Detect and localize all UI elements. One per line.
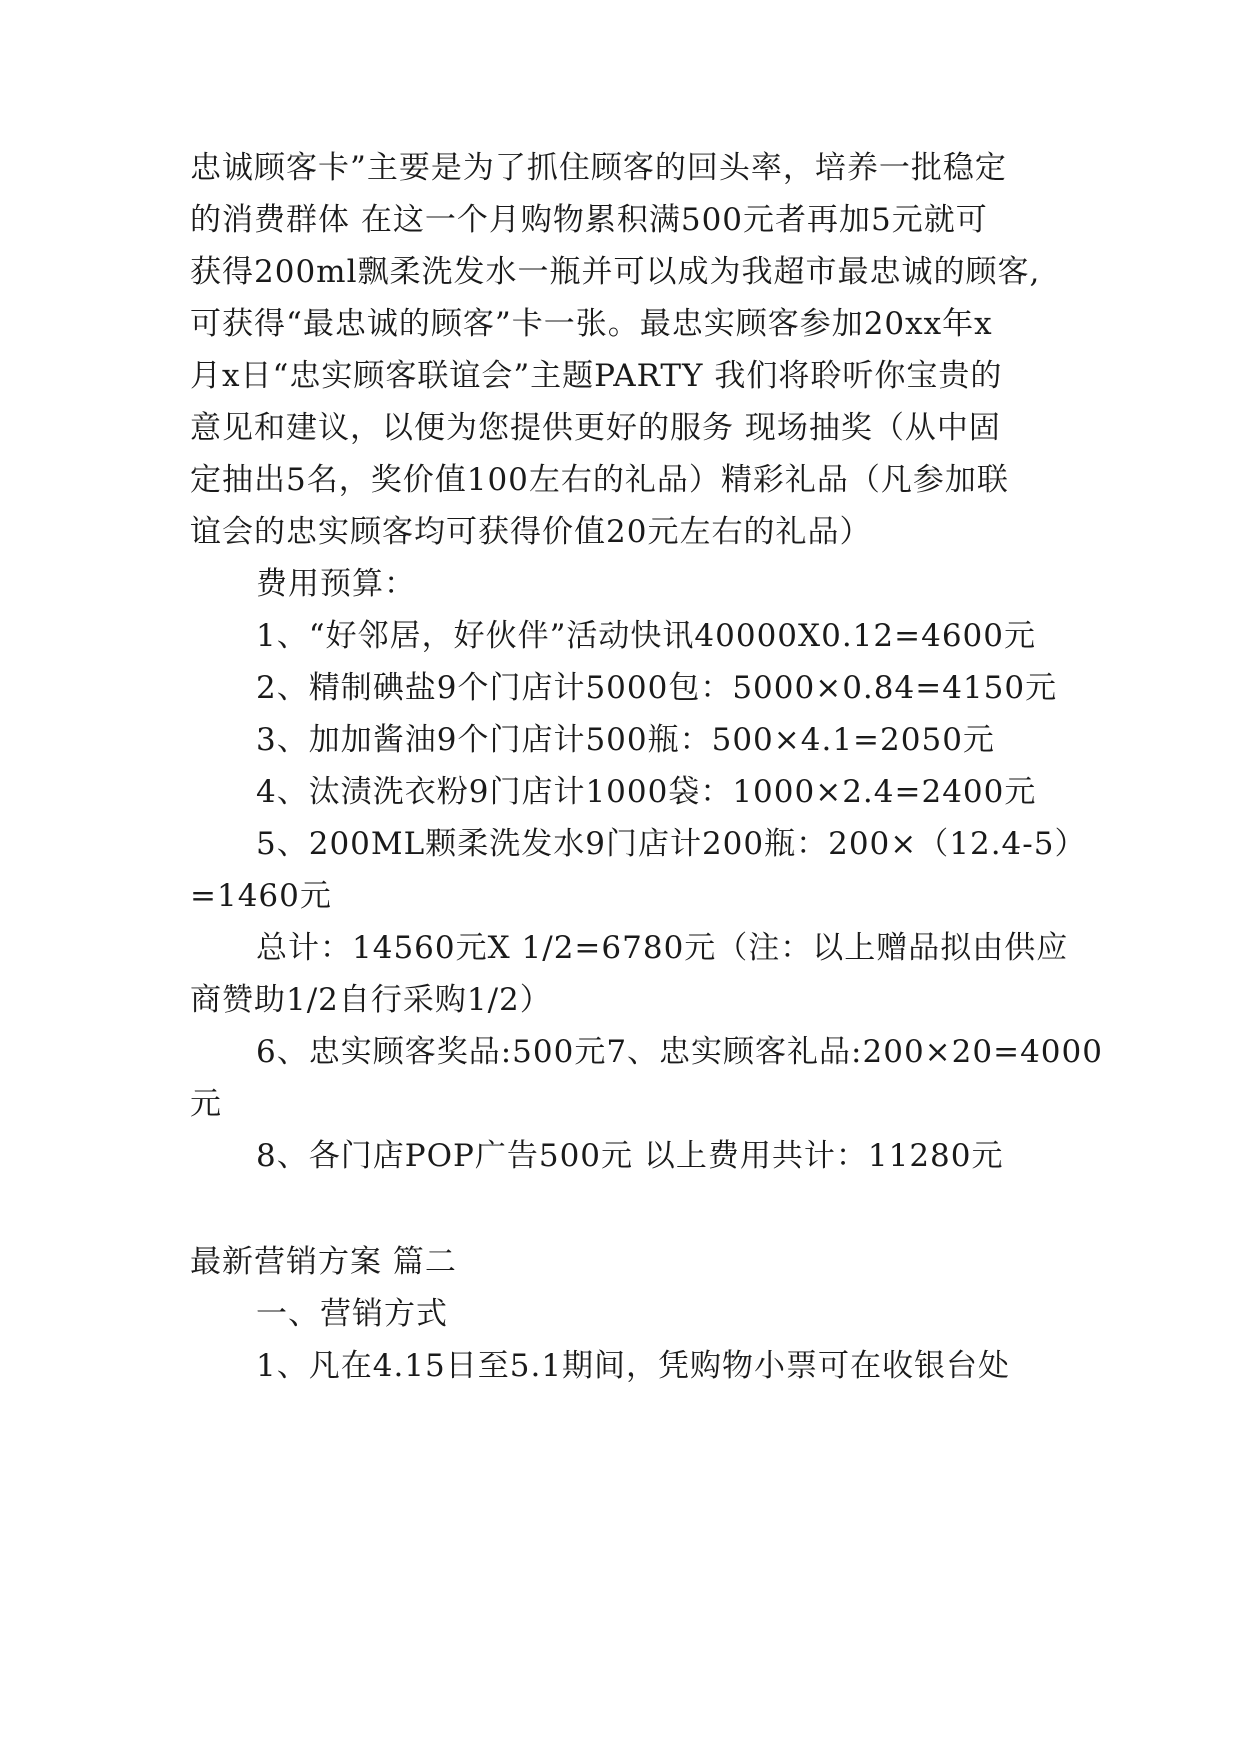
budget-heading: 费用预算： bbox=[256, 566, 416, 602]
budget-item-continuation: =1460元 bbox=[190, 878, 332, 914]
sub-heading: 一、营销方式 bbox=[256, 1296, 448, 1332]
budget-item: 8、各门店POP广告500元 以上费用共计：11280元 bbox=[256, 1138, 1004, 1174]
paragraph-line: 谊会的忠实顾客均可获得价值20元左右的礼品） bbox=[190, 514, 872, 550]
budget-item: 6、忠实顾客奖品:500元7、忠实顾客礼品:200×20=4000 bbox=[256, 1034, 1103, 1070]
paragraph-line: 获得200ml飘柔洗发水一瓶并可以成为我超市最忠诚的顾客, bbox=[190, 254, 1041, 290]
budget-item-continuation: 元 bbox=[190, 1086, 222, 1122]
paragraph-line: 可获得“最忠诚的顾客”卡一张。最忠实顾客参加20xx年x bbox=[190, 306, 993, 342]
section-title: 最新营销方案 篇二 bbox=[190, 1244, 457, 1280]
total-line: 总计：14560元X 1/2=6780元（注：以上赠品拟由供应 bbox=[256, 930, 1069, 966]
paragraph-line: 的消费群体 在这一个月购物累积满500元者再加5元就可 bbox=[190, 202, 988, 238]
budget-item: 2、精制碘盐9个门店计5000包：5000×0.84=4150元 bbox=[256, 670, 1058, 706]
paragraph-line: 定抽出5名，奖价值100左右的礼品）精彩礼品（凡参加联 bbox=[190, 462, 1009, 498]
paragraph-line: 意见和建议，以便为您提供更好的服务 现场抽奖（从中固 bbox=[190, 410, 1001, 446]
budget-item: 4、汰渍洗衣粉9门店计1000袋：1000×2.4=2400元 bbox=[256, 774, 1037, 810]
budget-item: 5、200ML颗柔洗发水9门店计200瓶：200×（12.4-5） bbox=[256, 826, 1087, 862]
budget-item: 3、加加酱油9个门店计500瓶：500×4.1=2050元 bbox=[256, 722, 995, 758]
total-line-continuation: 商赞助1/2自行采购1/2） bbox=[190, 982, 552, 1018]
paragraph-line: 月x日“忠实顾客联谊会”主题PARTY 我们将聆听你宝贵的 bbox=[190, 358, 1003, 394]
paragraph-line: 忠诚顾客卡”主要是为了抓住顾客的回头率，培养一批稳定 bbox=[190, 150, 1007, 186]
method-item: 1、凡在4.15日至5.1期间，凭购物小票可在收银台处 bbox=[256, 1348, 1011, 1384]
budget-item: 1、“好邻居，好伙伴”活动快讯40000X0.12=4600元 bbox=[256, 618, 1036, 654]
